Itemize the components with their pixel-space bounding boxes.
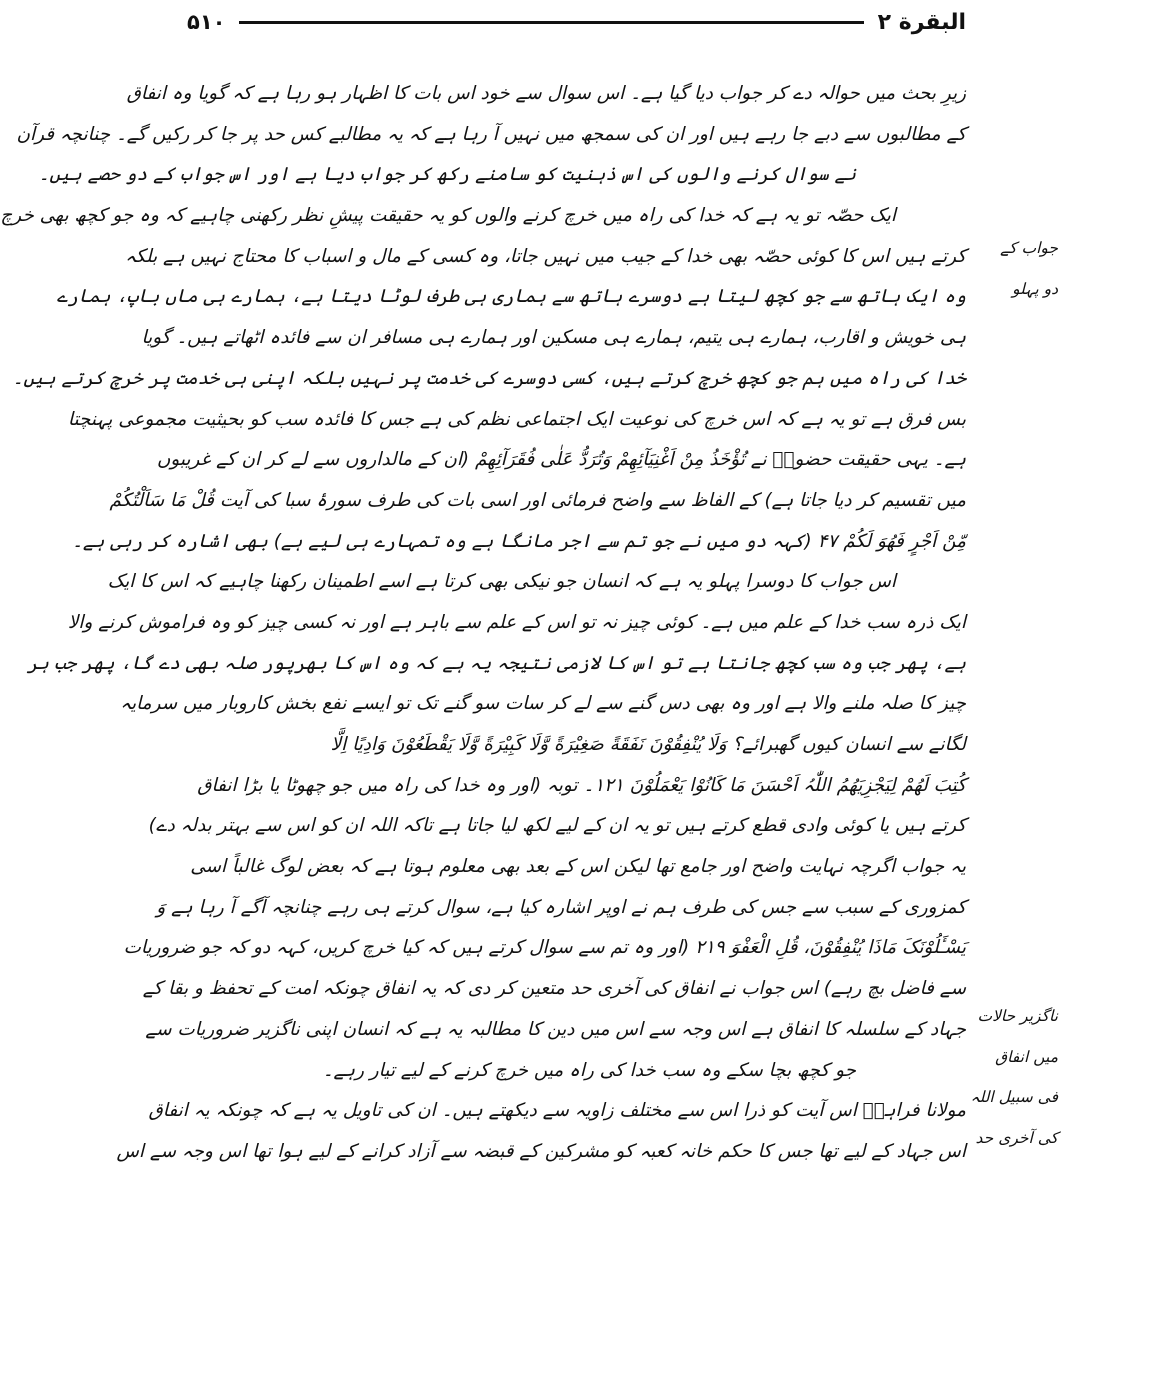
text-line: ایک ذرہ سب خدا کے علم میں ہے۔ کوئی چیز نہ تو اس کے علم سے باہر ہے اور نہ کسی چیز کو وہ فراموش کرنے والا	[67, 611, 966, 633]
paragraph-start-line: ایک حصّہ تو یہ ہے کہ خدا کی راہ میں خرچ کرنے والوں کو یہ حقیقت پیشِ نظر رکھنی چاہیے کہ وہ جو کچھ بھی خرچ	[0, 205, 896, 227]
text-line: ہی خویش و اقارب، ہمارے ہی یتیم، ہمارے ہی مسکین اور ہمارے ہی مسافر ان سے فائدہ اٹھاتے ہیں۔ گویا	[141, 327, 966, 349]
text-line: کے مطالبوں سے دبے جا رہے ہیں اور ان کی سمجھ میں نہیں آ رہا ہے کہ یہ مطالبے کس حد پر جا کر رکیں گے۔ چنانچہ قرآن	[16, 123, 966, 145]
paragraph-start-line: اس جواب کا دوسرا پہلو یہ ہے کہ انسان جو نیکی بھی کرتا ہے اسے اطمینان رکھنا چاہیے کہ اس کا ایک	[107, 571, 896, 593]
margin-note-line: جواب کے	[1000, 239, 1058, 257]
text-line: کمزوری کے سبب سے جس کی طرف ہم نے اوپر اشارہ کیا ہے، سوال کرتے ہی رہے چنانچہ آگے آ رہا ہے وَ	[156, 896, 966, 918]
paragraph-start-line: مولانا فراہیؒ اس آیت کو ذرا اس سے مختلف زاویہ سے دیکھتے ہیں۔ ان کی تاویل یہ ہے کہ چونکہ یہ انفاق	[148, 1100, 966, 1122]
text-line: وہ ایک ہاتھ سے جو کچھ لیتا ہے دوسرے ہاتھ سے ہماری ہی طرف لوٹا دیتا ہے، ہمارے ہی ماں باپ، ہمارے	[56, 286, 966, 308]
margin-note-line: ناگزیر حالات	[977, 1007, 1058, 1025]
text-line: سے فاضل بچ رہے) اس جواب نے انفاق کی آخری حد متعین کر دی کہ یہ انفاق چونکہ امت کے تحفظ و بقا کے	[142, 978, 966, 1000]
text-line: کرتے ہیں یا کوئی وادی قطع کرتے ہیں تو یہ ان کے لیے لکھ لیا جاتا ہے تاکہ اللہ ان کو اس سے بہتر بدلہ دے)	[148, 815, 966, 837]
text-line: بس فرق ہے تو یہ ہے کہ اس خرچ کی نوعیت ایک اجتماعی نظم کی ہے جس کا فائدہ سب کو بحیثیت مجموعی پہنچتا	[67, 408, 966, 430]
text-line: جو کچھ بچا سکے وہ سب خدا کی راہ میں خرچ کرنے کے لیے تیار رہے۔	[322, 1059, 856, 1081]
text-line: لگانے سے انسان کیوں گھبرائے؟ وَلَا یُنْفِقُوْنَ نَفَقَةً صَغِیْرَةً وَّلَا کَبِیْرَةً وَّلَا یَقْطَعُوْنَ وَادِیًا اِلَّا	[330, 734, 966, 755]
text-line: کرتے ہیں اس کا کوئی حصّہ بھی خدا کے جیب میں نہیں جاتا، وہ کسی کے مال و اسباب کا محتاج نہیں ہے بلکہ	[125, 245, 966, 267]
text-line: مِّنْ اَجْرٍ فَھُوَ لَکُمْ ۴۷ (کہہ دو میں نے جو تم سے اجر مانگا ہے وہ تمہارے ہی لیے ہے) بھی اشارہ کر رہی ہے۔	[72, 530, 966, 552]
text-line: نے سوال کرنے والوں کی اس ذہنیت کو سامنے رکھ کر جواب دیا ہے اور اس جواب کے دو حصے ہیں۔	[38, 164, 856, 186]
margin-note-line: میں انفاق	[995, 1047, 1058, 1066]
surah-title: البقرة ۲	[877, 9, 966, 35]
text-line: جہاد کے سلسلہ کا انفاق ہے اس وجہ سے اس میں دین کا مطالبہ یہ ہے کہ انسان اپنی ناگزیر ضروریات سے	[145, 1018, 966, 1040]
margin-note-line: فی سبیل اللہ	[970, 1088, 1058, 1107]
text-line: ہے، پھر جب وہ سب کچھ جانتا ہے تو اس کا لازمی نتیجہ یہ ہے کہ وہ اس کا بھرپور صلہ بھی دے گا، پھر جب ہر	[27, 652, 966, 674]
text-line: اس جہاد کے لیے تھا جس کا حکم خانہ کعبہ کو مشرکین کے قبضہ سے آزاد کرانے کے لیے ہوا تھا اس وجہ سے اس	[116, 1140, 966, 1162]
paragraph-start-line: یہ جواب اگرچہ نہایت واضح اور جامع تھا لیکن اس کے بعد بھی معلوم ہوتا ہے کہ بعض لوگ غالباً اسی	[190, 856, 966, 878]
text-line: چیز کا صلہ ملنے والا ہے اور وہ بھی دس گنے سے لے کر سات سو گنے تک تو ایسے نفع بخش کاروبار میں سرمایہ	[120, 693, 966, 715]
text-line: میں تقسیم کر دیا جاتا ہے) کے الفاظ سے واضح فرمائی اور اسی بات کی طرف سورۂ سبا کی آیت قُلْ مَا سَاَلْتُکُمْ	[109, 489, 966, 511]
margin-note-final-limit	[972, 996, 1058, 1159]
text-line: کُتِبَ لَھُمْ لِیَجْزِیَھُمُ اللّٰہُ اَحْسَنَ مَا کَانُوْا یَعْمَلُوْنَ ۱۲۱۔ توبہ (اور وہ خدا کی راہ میں جو چھوٹا یا بڑا انفاق	[197, 774, 966, 796]
page-number: ۵۱۰	[187, 10, 226, 34]
text-line: خدا کی راہ میں ہم جو کچھ خرچ کرتے ہیں، کسی دوسرے کی خدمت پر نہیں بلکہ اپنی ہی خدمت پر خرچ کرتے ہیں۔	[12, 367, 966, 389]
margin-note-two-aspects	[972, 228, 1058, 309]
margin-note-line: کی آخری حد	[975, 1129, 1058, 1148]
body-text	[0, 74, 966, 1173]
text-line: زیرِ بحث میں حوالہ دے کر جواب دیا گیا ہے۔ اس سوال سے خود اس بات کا اظہار ہو رہا ہے کہ گویا وہ انفاق	[126, 83, 966, 104]
running-header	[187, 4, 966, 40]
header-rule	[239, 21, 863, 24]
text-line: یَسْـَٔلُوْنَکَ مَاذَا یُنْفِقُوْنَ، قُلِ الْعَفْوَ ۲۱۹ (اور وہ تم سے سوال کرتے ہیں کہ کیا خرچ کریں، کہہ دو کہ جو ضروریات	[123, 937, 966, 959]
text-line: ہے۔ یہی حقیقت حضورؐ نے تُؤْخَذُ مِنْ اَغْنِیَآئِھِمْ وَتُرَدُّ عَلٰی فُقَرَآئِھِمْ (ان کے مالداروں سے لے کر ان کے غریبوں	[156, 449, 966, 471]
margin-note-line: دو پہلو	[1012, 279, 1058, 298]
